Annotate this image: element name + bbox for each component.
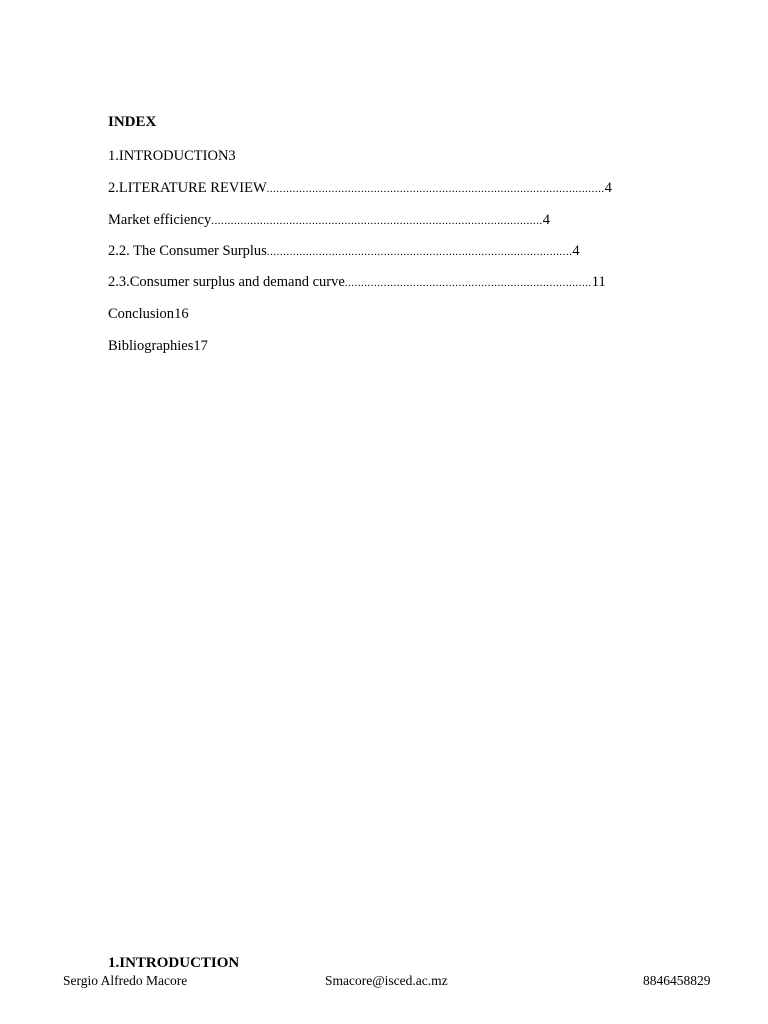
toc-entry-page: 4 <box>604 180 612 196</box>
toc-entry-leader: ............................................................................ <box>344 277 592 289</box>
toc-entry-market-efficiency[interactable] <box>108 211 550 230</box>
toc-entry-introduction[interactable] <box>108 147 236 166</box>
toc-entry-title: 2.3.Consumer surplus and demand curve <box>108 274 345 290</box>
toc-entry-title: 1.INTRODUCTION <box>108 148 229 164</box>
toc-entry-literature-review[interactable] <box>108 179 612 198</box>
toc-entry-title: 2.LITERATURE REVIEW <box>108 180 267 196</box>
footer-author-name: Sergio Alfredo Macore <box>63 973 188 988</box>
toc-entry-title: 2.2. The Consumer Surplus <box>108 243 267 259</box>
toc-entry-page: 4 <box>572 243 580 259</box>
toc-entry-conclusion[interactable] <box>108 305 189 324</box>
toc-entry-leader: .............................................................................................. <box>266 246 573 258</box>
toc-entry-page: 3 <box>228 148 236 164</box>
toc-entry-leader: ........................................................................................................ <box>266 183 605 195</box>
toc-entry-demand-curve[interactable] <box>108 273 606 292</box>
toc-entry-page: 4 <box>542 212 550 228</box>
toc-entry-page: 11 <box>591 274 606 290</box>
footer-phone: 8846458829 <box>643 973 711 988</box>
toc-entry-bibliographies[interactable] <box>108 337 208 356</box>
footer-email[interactable]: Smacore@isced.ac.mz <box>325 973 448 988</box>
toc-entry-leader: ...................................................................................................... <box>211 215 543 227</box>
toc-entry-title: Market efficiency <box>108 212 212 228</box>
toc-entry-page: 17 <box>193 338 208 354</box>
toc-heading: INDEX <box>108 114 157 130</box>
section-heading-introduction: 1.INTRODUCTION <box>108 955 240 971</box>
toc-entry-page: 16 <box>174 306 189 322</box>
toc-entry-consumer-surplus[interactable] <box>108 242 580 261</box>
toc-entry-title: Bibliographies <box>108 338 194 354</box>
toc-entry-title: Conclusion <box>108 306 175 322</box>
